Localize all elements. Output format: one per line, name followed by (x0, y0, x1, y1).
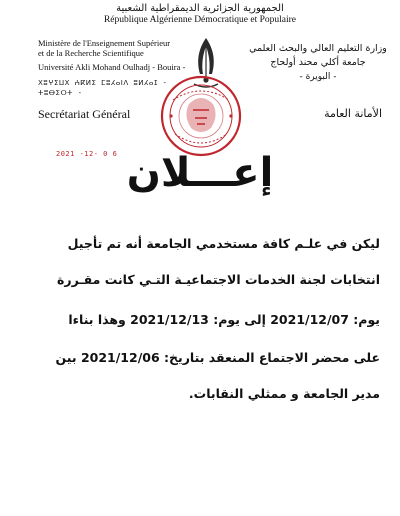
university-name-french: Université Akli Mohand Oulhadj - Bouira - (38, 62, 186, 72)
announcement-line-5: مدير الجامعة و ممثلي النقابات. (188, 386, 380, 401)
republic-name-french: République Algérienne Démocratique et Populaire (103, 15, 297, 25)
republic-name-arabic: الجمهورية الجزائرية الديمقراطية الشعبية (116, 3, 284, 14)
announcement-title: إعـــلان (126, 150, 274, 196)
announcement-line-1: ليكن في علـم كافة مستخدمي الجامعة أنه تم تأجيل (67, 236, 380, 251)
ministry-line-2: et de la Recherche Scientifique (38, 48, 144, 58)
university-city-arabic: - البويرة - (299, 72, 337, 82)
secretariat-french: Secrétariat Général (38, 107, 131, 121)
ministry-block-arabic (248, 42, 388, 84)
ministry-line-arabic: وزارة التعليم العالي والبحث العلمي (249, 43, 387, 54)
announcement-line-4: على محضر الاجتماع المنعقد بتاريخ: 2021/12/06 بين (55, 350, 380, 365)
announcement-line-3: يوم: 2021/12/07 إلى يوم: 2021/12/13 وهذا بناءا (68, 312, 380, 327)
ministry-line-1: Ministère de l'Enseignement Supérieur (38, 38, 171, 48)
official-stamp-icon (159, 74, 243, 158)
secretariat-arabic: الأمانة العامة (324, 107, 382, 120)
university-name-tifinagh: ⵝⵓⵖⵉⵡⵝ ⵄⴽⵍⵉ ⵎⵓⵃⴰⵏⴷ ⵓⵍⵃⴰⵊ - ⵜⵓⴱⵉⵔⵜ - (38, 79, 168, 97)
received-date-stamp: 2021 -12- 0 6 (56, 150, 118, 158)
announcement-line-2: انتخابات لجنة الخدمات الاجتماعيـة التـي كانت مقـررة (57, 272, 380, 287)
university-name-arabic: جامعة أكلي محند أولحاج (270, 57, 366, 68)
